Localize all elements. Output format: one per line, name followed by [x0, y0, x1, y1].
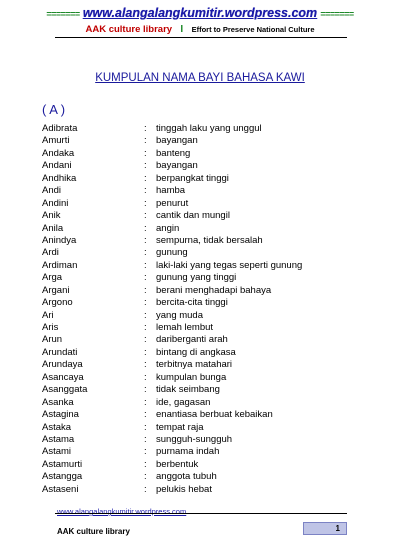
entry-meaning: dariberganti arah: [156, 334, 228, 346]
entry-name: Astangga: [42, 471, 83, 483]
list-item: [42, 223, 362, 235]
name-list: [42, 123, 362, 496]
entry-colon: :: [144, 210, 147, 222]
list-item: [42, 160, 362, 172]
entry-name: Amurti: [42, 135, 70, 147]
list-item: [42, 359, 362, 371]
page-number: 1: [303, 522, 347, 535]
list-item: [42, 384, 362, 396]
list-item: [42, 173, 362, 185]
list-item: [42, 123, 362, 135]
header-site-link[interactable]: www.alangalangkumitir.wordpress.com: [82, 6, 318, 20]
footer-url-link[interactable]: www.alangalangkumitir.wordpress.com: [57, 507, 187, 516]
section-heading: ( A ): [42, 102, 66, 117]
entry-name: Anik: [42, 210, 61, 222]
header-divider: [55, 37, 347, 38]
list-item: [42, 446, 362, 458]
entry-meaning: tempat raja: [156, 421, 204, 433]
entry-colon: :: [144, 396, 147, 408]
entry-meaning: berani menghadapi bahaya: [156, 284, 272, 296]
entry-meaning: banteng: [156, 147, 191, 159]
document-title: KUMPULAN NAMA BAYI BAHASA KAWI: [95, 72, 305, 84]
entry-colon: :: [144, 297, 147, 309]
entry-name: Astamurti: [42, 458, 83, 470]
entry-meaning: cantik dan mungil: [156, 210, 230, 222]
entry-meaning: hamba: [156, 185, 186, 197]
list-item: [42, 247, 362, 259]
list-item: [42, 198, 362, 210]
entry-colon: :: [144, 433, 147, 445]
entry-meaning: bintang di angkasa: [156, 346, 236, 358]
entry-name: Anindya: [42, 234, 77, 246]
entry-colon: :: [144, 471, 147, 483]
entry-name: Andi: [42, 185, 62, 197]
entry-name: Andini: [42, 197, 69, 209]
entry-meaning: purnama indah: [156, 446, 220, 458]
list-item: [42, 272, 362, 284]
entry-name: Arun: [42, 334, 63, 346]
entry-meaning: tidak seimbang: [156, 384, 220, 396]
entry-colon: :: [144, 160, 147, 172]
list-item: [42, 397, 362, 409]
header-library: AAK culture library: [85, 24, 173, 35]
entry-meaning: tinggah laku yang unggul: [156, 123, 262, 134]
footer-divider: [55, 513, 347, 514]
entry-meaning: gunung: [156, 247, 188, 259]
entry-meaning: bayangan: [156, 160, 198, 172]
entry-colon: :: [144, 222, 147, 234]
entry-meaning: angin: [156, 222, 180, 234]
header-deco-left: =======: [46, 9, 80, 19]
entry-name: Andhika: [42, 172, 77, 184]
list-item: [42, 148, 362, 160]
entry-meaning: ide, gagasan: [156, 396, 211, 408]
header-separator: I: [180, 24, 184, 35]
entry-name: Adibrata: [42, 123, 78, 134]
list-item: [42, 185, 362, 197]
list-item: [42, 459, 362, 471]
entry-name: Ari: [42, 309, 54, 321]
entry-colon: :: [144, 409, 147, 421]
entry-colon: :: [144, 446, 147, 458]
entry-colon: :: [144, 371, 147, 383]
entry-name: Arundaya: [42, 359, 83, 371]
entry-name: Andaka: [42, 147, 75, 159]
entry-name: Astami: [42, 446, 72, 458]
entry-meaning: enantiasa berbuat kebaikan: [156, 409, 273, 421]
list-item: [42, 471, 362, 483]
entry-name: Andani: [42, 160, 72, 172]
entry-name: Asanka: [42, 396, 74, 408]
list-item: [42, 235, 362, 247]
entry-meaning: laki-laki yang tegas seperti gunung: [156, 259, 303, 271]
entry-name: Arundati: [42, 346, 78, 358]
entry-colon: :: [144, 346, 147, 358]
entry-meaning: berbentuk: [156, 458, 199, 470]
list-item: [42, 409, 362, 421]
entry-name: Argani: [42, 284, 70, 296]
header-subline: [0, 24, 400, 35]
entry-name: Asanggata: [42, 384, 88, 396]
entry-name: Astaka: [42, 421, 72, 433]
entry-meaning: pelukis hebat: [156, 483, 212, 495]
list-item: [42, 310, 362, 322]
entry-meaning: gunung yang tinggi: [156, 272, 237, 284]
entry-colon: :: [144, 185, 147, 197]
entry-colon: :: [144, 172, 147, 184]
entry-colon: :: [144, 322, 147, 333]
entry-meaning: penurut: [156, 197, 189, 209]
entry-colon: :: [144, 147, 147, 159]
entry-name: Aris: [42, 322, 59, 333]
header-banner: [0, 6, 400, 20]
entry-colon: :: [144, 334, 147, 346]
list-item: [42, 372, 362, 384]
entry-colon: :: [144, 384, 147, 396]
entry-colon: :: [144, 421, 147, 433]
entry-name: Astaseni: [42, 483, 79, 495]
entry-meaning: bercita-cita tinggi: [156, 297, 228, 309]
list-item: [42, 210, 362, 222]
header-motto: Effort to Preserve National Culture: [191, 25, 315, 34]
list-item: [42, 434, 362, 446]
entry-meaning: anggota tubuh: [156, 471, 217, 483]
entry-colon: :: [144, 284, 147, 296]
entry-name: Astagina: [42, 409, 79, 421]
entry-colon: :: [144, 359, 147, 371]
entry-meaning: berpangkat tinggi: [156, 172, 229, 184]
entry-meaning: sempurna, tidak bersalah: [156, 234, 263, 246]
list-item: [42, 334, 362, 346]
entry-name: Astama: [42, 433, 75, 445]
header-deco-right: =======: [320, 9, 354, 19]
list-item: [42, 347, 362, 359]
entry-colon: :: [144, 483, 147, 495]
entry-colon: :: [144, 458, 147, 470]
entry-name: Arga: [42, 272, 63, 284]
entry-name: Asancaya: [42, 371, 84, 383]
list-item: [42, 260, 362, 272]
list-item: [42, 297, 362, 309]
entry-colon: :: [144, 197, 147, 209]
entry-name: Ardi: [42, 247, 59, 259]
entry-meaning: sungguh-sungguh: [156, 433, 233, 445]
entry-colon: :: [144, 123, 147, 134]
entry-name: Argono: [42, 297, 73, 309]
entry-meaning: lemah lembut: [156, 322, 214, 333]
entry-colon: :: [144, 259, 147, 271]
entry-colon: :: [144, 309, 147, 321]
list-item: [42, 322, 362, 334]
entry-meaning: yang muda: [156, 309, 204, 321]
list-item: [42, 422, 362, 434]
entry-name: Anila: [42, 222, 64, 234]
list-item: [42, 135, 362, 147]
entry-colon: :: [144, 272, 147, 284]
list-item: [42, 285, 362, 297]
entry-colon: :: [144, 247, 147, 259]
entry-meaning: bayangan: [156, 135, 198, 147]
footer-library: AAK culture library: [57, 527, 130, 536]
entry-meaning: kumpulan bunga: [156, 371, 227, 383]
entry-colon: :: [144, 234, 147, 246]
entry-meaning: terbitnya matahari: [156, 359, 233, 371]
list-item: [42, 484, 362, 496]
entry-colon: :: [144, 135, 147, 147]
entry-name: Ardiman: [42, 259, 78, 271]
